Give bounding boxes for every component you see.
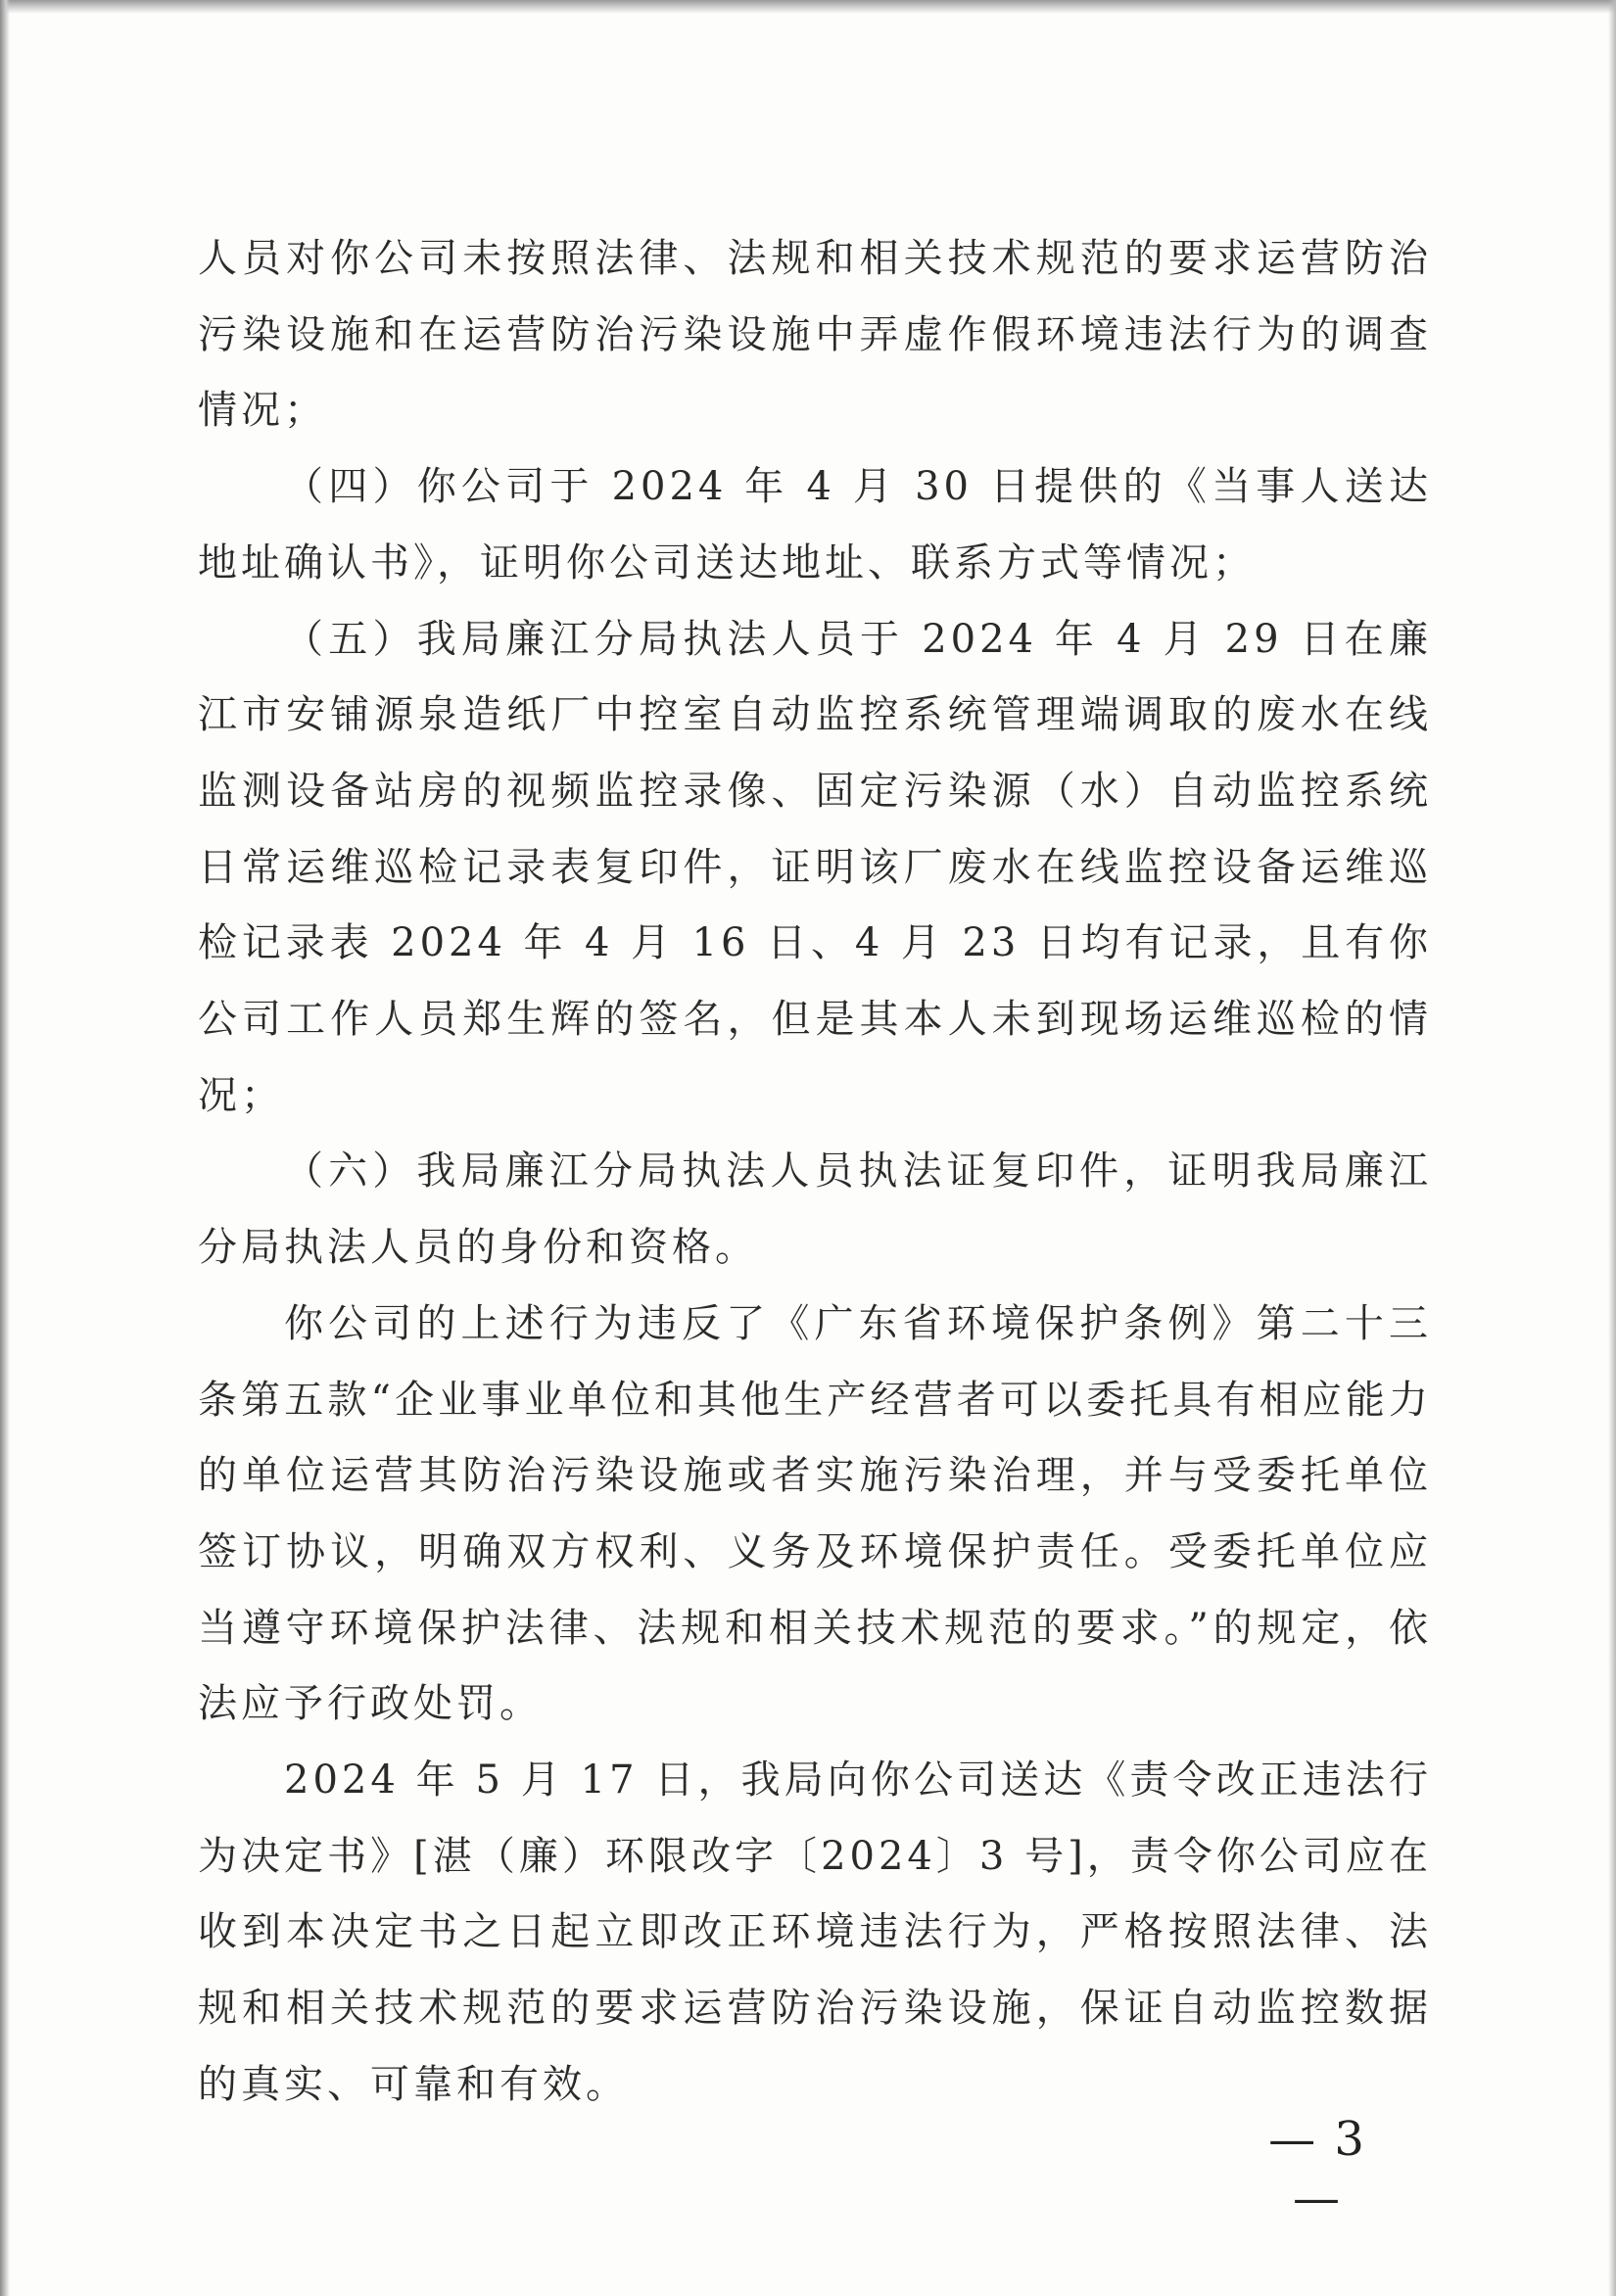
paragraph-investigation-continued: 人员对你公司未按照法律、法规和相关技术规范的要求运营防治污染设施和在运营防治污染设施中弄虚作假环境违法行为的调查情况；: [198, 236, 1432, 434]
page-number: — 3 —: [1268, 2112, 1366, 2226]
paragraph-evidence-4: （四）你公司于 2024 年 4 月 30 日提供的《当事人送达地址确认书》，证明你公司送达地址、联系方式等情况；: [198, 464, 1432, 586]
paragraph-evidence-5: （五）我局廉江分局执法人员于 2024 年 4 月 29 日在廉江市安铺源泉造纸厂中控室自动监控系统管理端调取的废水在线监测设备站房的视频监控录像、固定污染源（水）自动监控系统日常运维巡检记录表复印件，证明该厂废水在线监控设备运维巡检记录表 2024 年 4 月 16 日、4 月 23 日均有记录，且有你公司工作人员郑生辉的签名，但是其本人未到现场运维巡检的情况；: [198, 616, 1432, 1118]
paragraph-rectification-order: 2024 年 5 月 17 日，我局向你公司送达《责令改正违法行为决定书》[湛（廉）环限改字〔2024〕3 号]，责令你公司应在收到本决定书之日起立即改正环境违法行为，严格按照法律、法规和相关技术规范的要求运营防治污染设施，保证自动监控数据的真实、可靠和有效。: [198, 1757, 1432, 2107]
scan-edge-top: [0, 0, 1616, 14]
paragraph-evidence-6: （六）我局廉江分局执法人员执法证复印件，证明我局廉江分局执法人员的身份和资格。: [198, 1148, 1432, 1271]
paragraph-violation: 你公司的上述行为违反了《广东省环境保护条例》第二十三条第五款“企业事业单位和其他生产经营者可以委托具有相应能力的单位运营其防治污染设施或者实施污染治理，并与受委托单位签订协议，明确双方权利、义务及环境保护责任。受委托单位应当遵守环境保护法律、法规和相关技术规范的要求。”的规定，依法应予行政处罚。: [198, 1300, 1432, 1727]
scan-edge-right: [1608, 0, 1616, 2296]
scan-edge-left: [0, 0, 10, 2296]
document-body: [198, 221, 1432, 2124]
